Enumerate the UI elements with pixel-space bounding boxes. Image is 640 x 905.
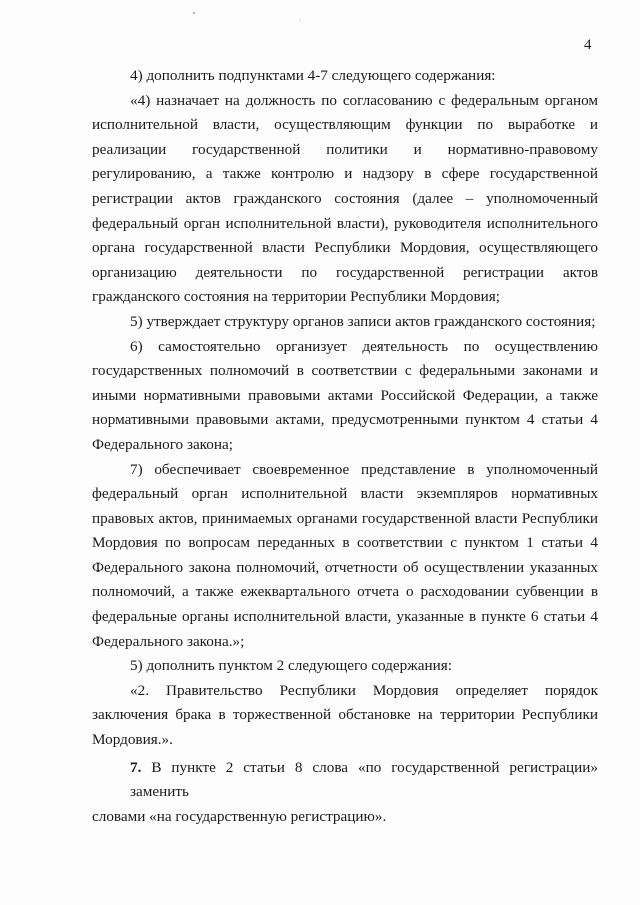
text-line: правовых актов, принимаемых органами государственной власти Республики [92,509,598,527]
text-line: Федерального закона; [92,435,233,453]
text-line: Федерального закона.»; [92,632,245,650]
text-line: иными нормативными правовыми актами Российской Федерации, а также [92,386,598,404]
paragraph-government-item-2 [92,679,598,753]
text-line: нормативными правовыми актами, предусмотренными пунктом 4 статьи 4 [92,411,598,429]
text-line: государственных полномочий в соответствии с федеральными законами и [92,362,598,380]
text-line: Мордовия.». [92,731,173,749]
scan-speck [300,20,301,21]
text-line: реализации государственной политики и нормативно-правовому [92,140,598,158]
document-body [92,64,598,829]
text-line: полномочий, а также ежеквартального отчета о расходовании субвенции в [92,583,598,601]
paragraph-amend-subitems [92,64,598,89]
text-line: регистрации актов гражданского состояния (далее – уполномоченный [92,189,598,207]
text-line: 7) обеспечивает своевременное представление в уполномоченный [130,460,598,478]
text-line: Федерального закона полномочий, отчетности об осуществлении указанных [92,558,598,576]
scan-speck [193,12,195,14]
paragraph-item-4 [92,89,598,310]
text-line: организацию деятельности по государственной регистрации актов [92,263,598,281]
text-line: «2. Правительство Республики Мордовия определяет порядок [130,681,598,699]
point-number: 7. [130,758,142,776]
text-line [92,756,598,805]
paragraph-text: 4) дополнить подпунктами 4-7 следующего содержания: [130,67,496,84]
text-line: органа государственной власти Республики Мордовия, осуществляющего [92,239,598,257]
paragraph-amend-item-2 [92,654,598,679]
page-number: 4 [584,37,592,53]
text-line: федеральные органы исполнительной власти, указанные в пункте 6 статьи 4 [92,608,598,626]
point-text: В пункте 2 статьи 8 слова «по государственной регистрации» заменить [130,758,598,801]
paragraph-text: 5) дополнить пунктом 2 следующего содержания: [130,657,452,675]
text-line: гражданского состояния на территории Республики Мордовия; [92,288,501,306]
text-line: регулированию, а также контролю и надзору в сфере государственной [92,165,598,183]
text-line: исполнительной власти, осуществляющим функции по выработке и [92,116,598,134]
paragraph-text: 5) утверждает структуру органов записи актов гражданского состояния; [130,312,596,330]
text-line: заключения брака в торжественной обстановке на территории Республики [92,706,598,724]
text-line: «4) назначает на должность по согласованию с федеральным органом [130,91,598,109]
paragraph-item-7 [92,458,598,655]
paragraph-point-7 [92,756,598,830]
text-line: федеральный орган исполнительной власти), руководителя исполнительного [92,214,598,232]
text-line: Мордовия по вопросам переданных в соответствии с пунктом 1 статьи 4 [92,534,598,552]
text-line: федеральный орган исполнительной власти экземпляров нормативных [92,485,598,503]
paragraph-item-6 [92,335,598,458]
paragraph-item-5 [92,310,598,335]
text-line: 6) самостоятельно организует деятельность по осуществлению [130,337,598,355]
text-line: словами «на государственную регистрацию». [92,807,387,825]
